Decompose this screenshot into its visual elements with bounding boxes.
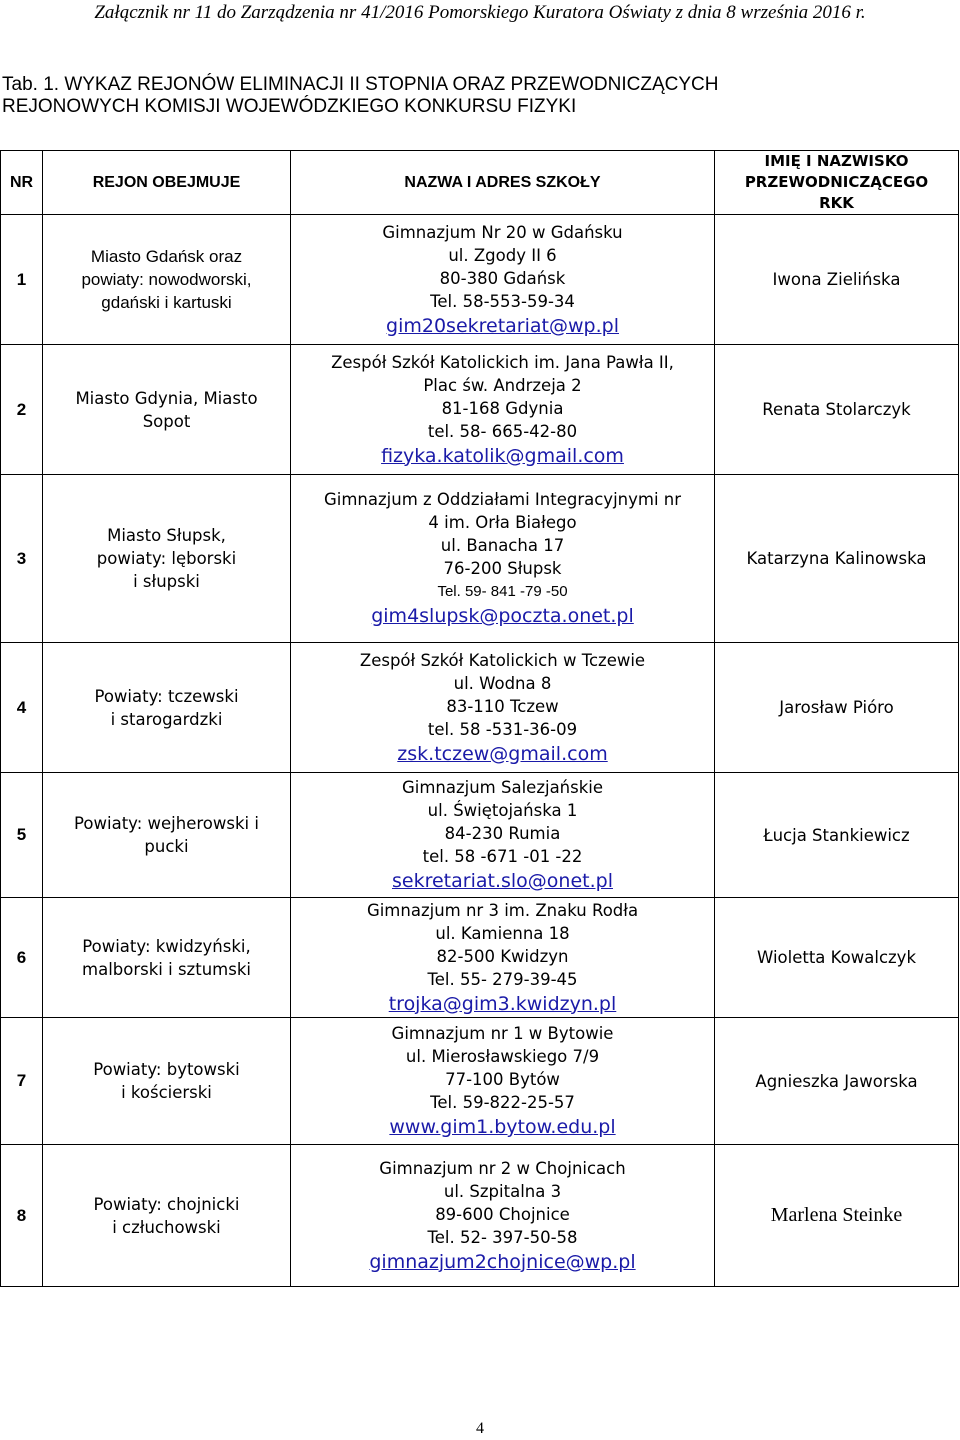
region-line: i kościerski bbox=[121, 1083, 212, 1102]
school-email-link[interactable]: sekretariat.slo@onet.pl bbox=[392, 870, 613, 892]
school-email-link[interactable]: gim20sekretariat@wp.pl bbox=[386, 314, 619, 337]
table-row bbox=[1, 215, 959, 345]
region-line: i starogardzki bbox=[110, 709, 223, 729]
school-city: 89-600 Chojnice bbox=[435, 1204, 570, 1224]
row-school bbox=[291, 215, 715, 345]
row-region bbox=[43, 345, 291, 475]
school-phone: Tel. 59- 841 -79 -50 bbox=[437, 583, 568, 600]
table-row bbox=[1, 1145, 959, 1287]
school-phone: Tel. 58-553-59-34 bbox=[430, 291, 575, 311]
table-row bbox=[1, 898, 959, 1018]
table-caption bbox=[2, 74, 718, 118]
header-nr: NR bbox=[1, 151, 43, 215]
region-line: Miasto Gdynia, Miasto bbox=[75, 388, 258, 408]
school-name-cont: 4 im. Orła Białego bbox=[428, 513, 577, 532]
region-line: Powiaty: kwidzyński, bbox=[82, 936, 251, 956]
school-street: ul. Szpitalna 3 bbox=[443, 1181, 562, 1201]
school-street: ul. Mierosławskiego 7/9 bbox=[405, 1047, 600, 1066]
row-chair: Renata Stolarczyk bbox=[715, 345, 959, 475]
row-school bbox=[291, 643, 715, 773]
school-city: 81-168 Gdynia bbox=[441, 398, 564, 418]
region-line: Powiaty: chojnicki bbox=[93, 1194, 240, 1214]
region-line: powiaty: nowodworski, bbox=[81, 270, 252, 289]
caption-line-1: Tab. 1. WYKAZ REJONÓW ELIMINACJI II STOPNIA ORAZ PRZEWODNICZĄCYCH bbox=[2, 74, 719, 95]
row-nr: 3 bbox=[1, 475, 43, 643]
row-chair: Jarosław Pióro bbox=[715, 643, 959, 773]
row-nr: 1 bbox=[1, 215, 43, 345]
row-chair: Agnieszka Jaworska bbox=[715, 1018, 959, 1145]
header-school: NAZWA I ADRES SZKOŁY bbox=[291, 151, 715, 215]
table-row bbox=[1, 475, 959, 643]
school-name: Zespół Szkół Katolickich w Tczewie bbox=[359, 650, 646, 670]
region-line: Sopot bbox=[142, 411, 191, 431]
school-name: Zespół Szkół Katolickich im. Jana Pawła II, bbox=[331, 352, 674, 372]
school-city: 80-380 Gdańsk bbox=[439, 268, 566, 288]
row-chair: Marlena Steinke bbox=[715, 1145, 959, 1287]
school-phone: Tel. 59-822-25-57 bbox=[430, 1093, 575, 1112]
school-street: ul. Zgody II 6 bbox=[448, 245, 557, 265]
school-email-link[interactable]: trojka@gim3.kwidzyn.pl bbox=[388, 992, 617, 1015]
row-nr: 4 bbox=[1, 643, 43, 773]
region-line: pucki bbox=[144, 837, 189, 856]
row-school bbox=[291, 475, 715, 643]
row-region bbox=[43, 215, 291, 345]
row-school bbox=[291, 345, 715, 475]
school-name: Gimnazjum Salezjańskie bbox=[401, 778, 604, 797]
school-street: ul. Banacha 17 bbox=[440, 536, 565, 555]
school-phone: tel. 58 -531-36-09 bbox=[427, 719, 578, 739]
region-line: i słupski bbox=[133, 572, 200, 591]
attachment-note: Załącznik nr 11 do Zarządzenia nr 41/2016 Pomorskiego Kuratora Oświaty z dnia 8 września 2016 r. bbox=[94, 2, 866, 23]
row-region bbox=[43, 475, 291, 643]
school-street: ul. Kamienna 18 bbox=[435, 923, 570, 943]
page-number: 4 bbox=[476, 1420, 484, 1437]
row-school bbox=[291, 1145, 715, 1287]
table-row bbox=[1, 643, 959, 773]
school-city: 77-100 Bytów bbox=[445, 1070, 560, 1089]
row-school bbox=[291, 898, 715, 1018]
header-chair-line-3: RKK bbox=[819, 194, 854, 212]
school-city: 82-500 Kwidzyn bbox=[436, 946, 569, 966]
header-chair-line-1: IMIĘ I NAZWISKO bbox=[764, 152, 909, 170]
school-email-link[interactable]: gim4slupsk@poczta.onet.pl bbox=[371, 605, 634, 627]
school-city: 84-230 Rumia bbox=[444, 824, 561, 843]
row-chair: Łucja Stankiewicz bbox=[715, 773, 959, 898]
caption-line-2: REJONOWYCH KOMISJI WOJEWÓDZKIEGO KONKURSU FIZYKI bbox=[2, 96, 577, 117]
school-phone: Tel. 52- 397-50-58 bbox=[427, 1227, 578, 1247]
region-line: Powiaty: wejherowski i bbox=[74, 814, 259, 833]
table-header-row bbox=[1, 151, 959, 215]
school-street: ul. Świętojańska 1 bbox=[427, 801, 578, 820]
table-row bbox=[1, 1018, 959, 1145]
row-nr: 2 bbox=[1, 345, 43, 475]
row-region bbox=[43, 773, 291, 898]
region-line: Miasto Słupsk, bbox=[107, 526, 226, 545]
region-line: i człuchowski bbox=[112, 1217, 221, 1237]
school-name: Gimnazjum nr 3 im. Znaku Rodła bbox=[366, 900, 639, 920]
school-phone: tel. 58- 665-42-80 bbox=[427, 421, 578, 441]
school-email-link[interactable]: zsk.tczew@gmail.com bbox=[397, 742, 608, 765]
region-line: Miasto Gdańsk oraz bbox=[90, 247, 243, 266]
row-nr: 5 bbox=[1, 773, 43, 898]
region-line: powiaty: lęborski bbox=[96, 549, 237, 568]
school-name: Gimnazjum nr 2 w Chojnicach bbox=[379, 1158, 626, 1178]
school-name: Gimnazjum nr 1 w Bytowie bbox=[391, 1024, 614, 1043]
school-email-link[interactable]: gimnazjum2chojnice@wp.pl bbox=[369, 1250, 636, 1273]
row-region bbox=[43, 898, 291, 1018]
school-street: Plac św. Andrzeja 2 bbox=[423, 375, 582, 395]
regions-table bbox=[0, 150, 959, 1287]
row-region bbox=[43, 1018, 291, 1145]
school-city: 83-110 Tczew bbox=[446, 696, 559, 716]
row-chair: Wioletta Kowalczyk bbox=[715, 898, 959, 1018]
table-row bbox=[1, 773, 959, 898]
header-chair-line-2: PRZEWODNICZĄCEGO bbox=[744, 173, 929, 191]
row-region bbox=[43, 1145, 291, 1287]
school-phone: Tel. 55- 279-39-45 bbox=[427, 969, 578, 989]
region-line: Powiaty: tczewski bbox=[94, 686, 239, 706]
region-line: malborski i sztumski bbox=[82, 959, 251, 979]
region-line: gdański i kartuski bbox=[101, 293, 232, 312]
row-chair: Iwona Zielińska bbox=[715, 215, 959, 345]
row-nr: 8 bbox=[1, 1145, 43, 1287]
school-name: Gimnazjum Nr 20 w Gdańsku bbox=[382, 222, 623, 242]
school-website-link[interactable]: www.gim1.bytow.edu.pl bbox=[389, 1116, 616, 1138]
row-nr: 6 bbox=[1, 898, 43, 1018]
region-line: Powiaty: bytowski bbox=[93, 1060, 240, 1079]
header-chair bbox=[715, 151, 959, 215]
school-name: Gimnazjum z Oddziałami Integracyjnymi nr bbox=[323, 490, 682, 509]
row-school bbox=[291, 773, 715, 898]
table-row bbox=[1, 345, 959, 475]
school-city: 76-200 Słupsk bbox=[443, 559, 562, 578]
row-nr: 7 bbox=[1, 1018, 43, 1145]
school-email-link[interactable]: fizyka.katolik@gmail.com bbox=[381, 444, 624, 467]
school-phone: tel. 58 -671 -01 -22 bbox=[422, 847, 583, 866]
row-region bbox=[43, 643, 291, 773]
row-chair: Katarzyna Kalinowska bbox=[715, 475, 959, 643]
row-school bbox=[291, 1018, 715, 1145]
school-street: ul. Wodna 8 bbox=[453, 673, 552, 693]
header-region: REJON OBEJMUJE bbox=[43, 151, 291, 215]
